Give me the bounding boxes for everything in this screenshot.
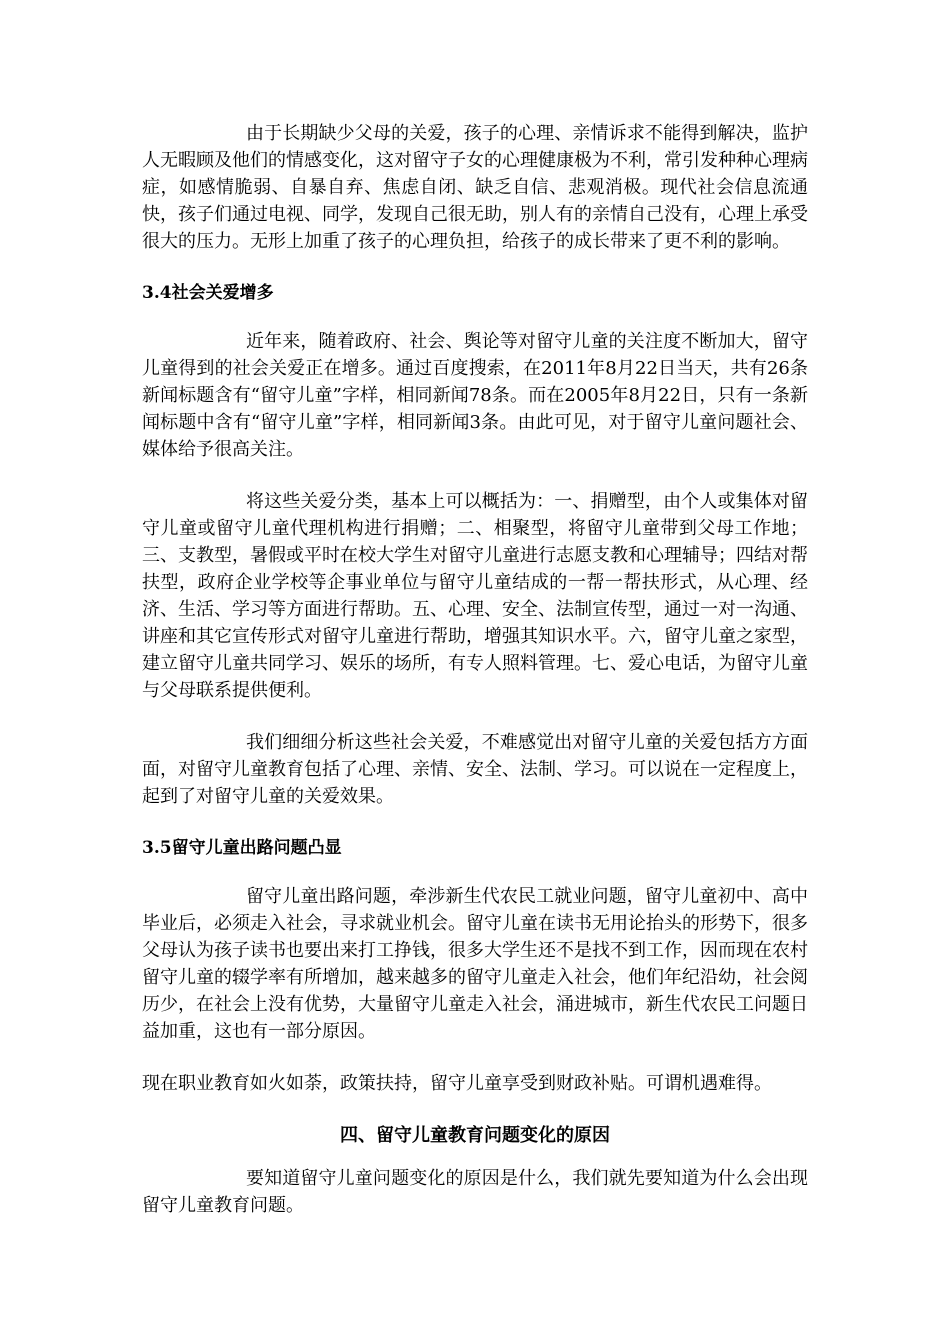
section-heading-3-4: 3.4社会关爱增多 xyxy=(142,283,274,303)
paragraph-causes-intro: 要知道留守儿童问题变化的原因是什么，我们就先要知道为什么会出现留守儿童教育问题。 xyxy=(142,1168,808,1216)
paragraph-social-attention: 近年来，随着政府、社会、舆论等对留守儿童的关注度不断加大，留守儿童得到的社会关爱正在增多。通过百度搜索，在2011年8月22日当天，共有26条新闻标题含有“留守儿童”字样，相同新闻78条。而在2005年8月22日，只有一条新闻标题中含有“留守儿童”字样，相同新闻3条。由此可见，对于留守儿童问题社会、媒体给予很高关注。 xyxy=(142,331,808,460)
paragraph-future-prospects: 留守儿童出路问题，牵涉新生代农民工就业问题，留守儿童初中、高中毕业后，必须走入社会，寻求就业机会。留守儿童在读书无用论抬头的形势下，很多父母认为孩子读书也要出来打工挣钱，很多大学生还不是找不到工作，因而现在农村留守儿童的辍学率有所增加，越来越多的留守儿童走入社会，他们年纪沿幼，社会阅历少，在社会上没有优势，大量留守儿童走入社会，涌进城市，新生代农民工问题日益加重，这也有一部分原因。 xyxy=(142,886,808,1042)
section-heading-3-5: 3.5留守儿童出路问题凸显 xyxy=(142,838,342,858)
document-page xyxy=(142,120,808,1244)
paragraph-vocational-education: 现在职业教育如火如荼，政策扶持，留守儿童享受到财政补贴。可谓机遇难得。 xyxy=(142,1073,772,1094)
chapter-heading-4: 四、留守儿童教育问题变化的原因 xyxy=(340,1125,610,1146)
paragraph-care-categories: 将这些关爱分类，基本上可以概括为：一、捐赠型，由个人或集体对留守儿童或留守儿童代理机构进行捐赠；二、相聚型，将留守儿童带到父母工作地；三、支教型，暑假或平时在校大学生对留守儿童进行志愿支教和心理辅导；四结对帮扶型，政府企业学校等企事业单位与留守儿童结成的一帮一帮扶形式，从心理、经济、生活、学习等方面进行帮助。五、心理、安全、法制宣传型，通过一对一沟通、讲座和其它宣传形式对留守儿童进行帮助，增强其知识水平。六，留守儿童之家型，建立留守儿童共同学习、娱乐的场所，有专人照料管理。七、爱心电话，为留守儿童与父母联系提供便利。 xyxy=(142,491,808,701)
paragraph-psychological-impact: 由于长期缺少父母的关爱，孩子的心理、亲情诉求不能得到解决，监护人无暇顾及他们的情感变化，这对留守子女的心理健康极为不利，常引发种种心理病症，如感情脆弱、自暴自弃、焦虑自闭、缺乏自信、悲观消极。现代社会信息流通快，孩子们通过电视、同学，发现自己很无助，别人有的亲情自己没有，心理上承受很大的压力。无形上加重了孩子的心理负担，给孩子的成长带来了更不利的影响。 xyxy=(142,123,808,252)
paragraph-care-analysis: 我们细细分析这些社会关爱，不难感觉出对留守儿童的关爱包括方方面面，对留守儿童教育包括了心理、亲情、安全、法制、学习。可以说在一定程度上，起到了对留守儿童的关爱效果。 xyxy=(142,732,808,807)
